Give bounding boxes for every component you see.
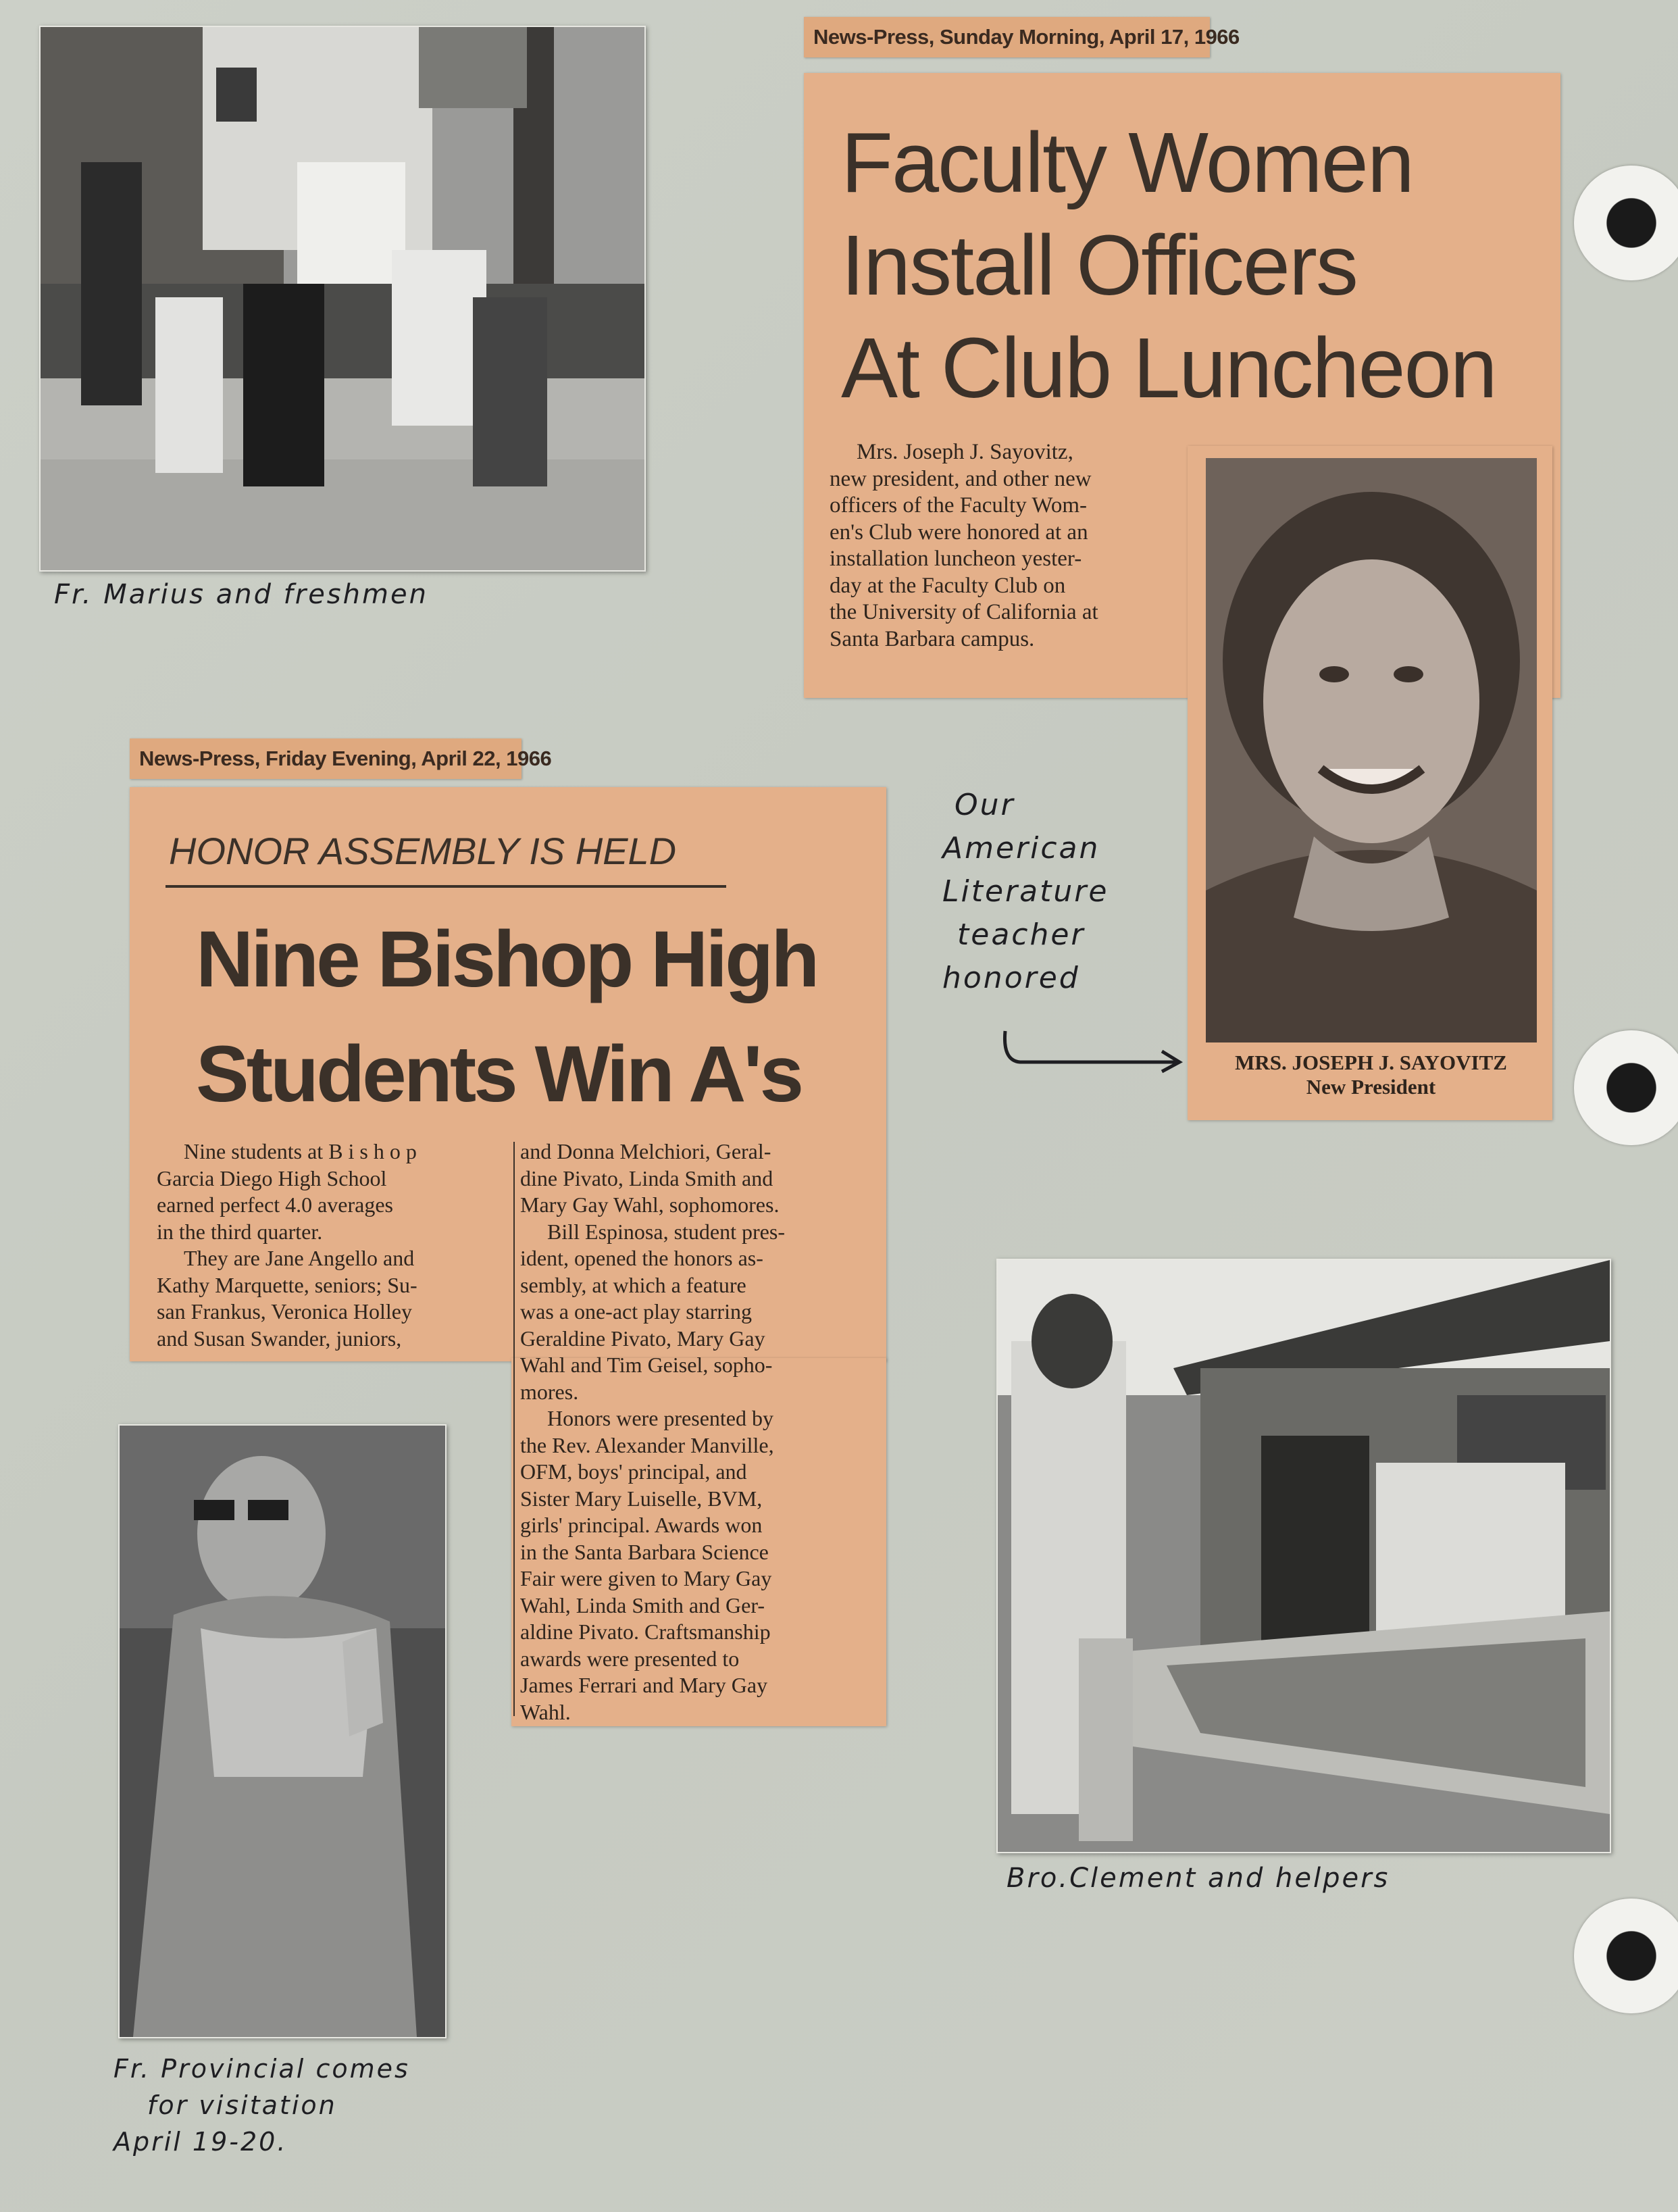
honor-col2-line-18: Wahl, Linda Smith and Ger- [520,1592,765,1617]
honor-col2-line-2: dine Pivato, Linda Smith and [520,1165,773,1190]
honor-col1-line-7: san Frankus, Veronica Holley [157,1299,412,1324]
honor-col1-line-2: Garcia Diego High School [157,1165,387,1190]
faculty-body-line-2: new president, and other new [830,466,1092,491]
honor-col2-line-19: aldine Pivato. Craftsmanship [520,1619,771,1644]
honor-col2-line-13: OFM, boys' principal, and [520,1459,747,1484]
faculty-headline-line-2: Install Officers [841,218,1357,313]
faculty-body-line-7: the University of California at [830,600,1098,624]
photo-fr-provincial [118,1424,447,2038]
honor-col2-line-1: and Donna Melchiori, Geral- [520,1139,771,1163]
honor-kicker-rule [166,885,726,888]
honor-col1-line-8: and Susan Swander, juniors, [157,1326,402,1351]
honor-article-col2 [520,1138,878,1726]
honor-col1-line-4: in the third quarter. [157,1219,323,1244]
honor-col2-line-14: Sister Mary Luiselle, BVM, [520,1486,763,1511]
caption-fr-provincial-line-2: for visitation [147,2090,337,2120]
faculty-headline-line-1: Faculty Women [841,115,1413,210]
honor-col2-line-21: James Ferrari and Mary Gay [520,1673,768,1697]
photo-fr-marius-freshmen [39,26,646,572]
honor-col2-line-10: mores. [520,1379,579,1404]
honor-headline-line-1: Nine Bishop High [196,915,817,1004]
portrait-mrs-sayovitz [1206,458,1537,1042]
honor-col2-line-7: was a one-act play starring [520,1299,752,1324]
binder-ring-hole-bottom-icon [1574,1899,1678,2013]
photo-bro-clement-helpers [996,1259,1611,1853]
honor-col2-line-17: Fair were given to Mary Gay [520,1566,772,1590]
binder-ring-hole-top-icon [1574,166,1678,280]
caption-fr-provincial-line-3: April 19-20. [113,2127,288,2157]
honor-col2-line-6: sembly, at which a feature [520,1272,746,1297]
faculty-body-line-3: officers of the Faculty Wom- [830,493,1088,518]
annotation-line-4: teacher [957,918,1086,952]
faculty-body-line-1: Mrs. Joseph J. Sayovitz, [857,440,1073,464]
caption-fr-provincial-line-1: Fr. Provincial comes [113,2054,410,2084]
honor-col1-line-6: Kathy Marquette, seniors; Su- [157,1272,417,1297]
honor-col1-line-1: Nine students at B i s h o p [184,1139,417,1163]
caption-fr-marius: Fr. Marius and freshmen [54,579,428,610]
honor-article-source-tag: News-Press, Friday Evening, April 22, 1966 [130,738,522,779]
annotation-line-5: honored [942,961,1080,995]
honor-headline-line-2: Students Win A's [196,1030,802,1119]
honor-article-headline [196,902,817,1132]
caption-bro-clement: Bro.Clement and helpers [1007,1863,1390,1894]
honor-col2-line-9: Wahl and Tim Geisel, sopho- [520,1353,773,1377]
faculty-body-line-4: en's Club were honored at an [830,520,1088,545]
annotation-arrow-icon [1000,1027,1186,1074]
honor-article-col1 [157,1138,509,1352]
honor-column-rule [513,1142,515,1716]
portrait-caption-title: New President [1306,1075,1436,1099]
binder-ring-hole-middle-icon [1574,1030,1678,1145]
portrait-caption-name: MRS. JOSEPH J. SAYOVITZ [1235,1051,1507,1074]
honor-col2-line-3: Mary Gay Wahl, sophomores. [520,1192,780,1217]
faculty-body-line-6: day at the Faculty Club on [830,573,1066,598]
faculty-body-line-5: installation luncheon yester- [830,547,1082,571]
faculty-article-body [830,439,1191,653]
honor-col2-line-11: Honors were presented by [547,1406,773,1430]
honor-col2-line-15: girls' principal. Awards won [520,1513,763,1537]
honor-col2-line-5: ident, opened the honors as- [520,1246,763,1270]
honor-col2-line-16: in the Santa Barbara Science [520,1539,769,1564]
faculty-article-source-tag: News-Press, Sunday Morning, April 17, 1966 [804,17,1210,57]
faculty-body-line-8: Santa Barbara campus. [830,626,1035,651]
annotation-american-literature [942,784,1109,1000]
honor-col2-line-20: awards were presented to [520,1646,740,1671]
honor-article-kicker: HONOR ASSEMBLY IS HELD [169,830,677,872]
honor-col2-line-22: Wahl. [520,1699,571,1724]
honor-col1-line-5: They are Jane Angello and [184,1246,415,1270]
honor-col2-line-4: Bill Espinosa, student pres- [547,1219,785,1244]
annotation-line-2: American [942,831,1100,865]
honor-col2-line-8: Geraldine Pivato, Mary Gay [520,1326,765,1351]
faculty-article-headline [841,111,1496,420]
portrait-caption [1190,1051,1552,1099]
caption-fr-provincial [113,2051,410,2160]
honor-col1-line-3: earned perfect 4.0 averages [157,1192,393,1217]
faculty-headline-line-3: At Club Luncheon [841,320,1496,416]
annotation-line-3: Literature [942,874,1109,909]
honor-col2-line-12: the Rev. Alexander Manville, [520,1432,774,1457]
annotation-line-1: Our [955,788,1015,822]
